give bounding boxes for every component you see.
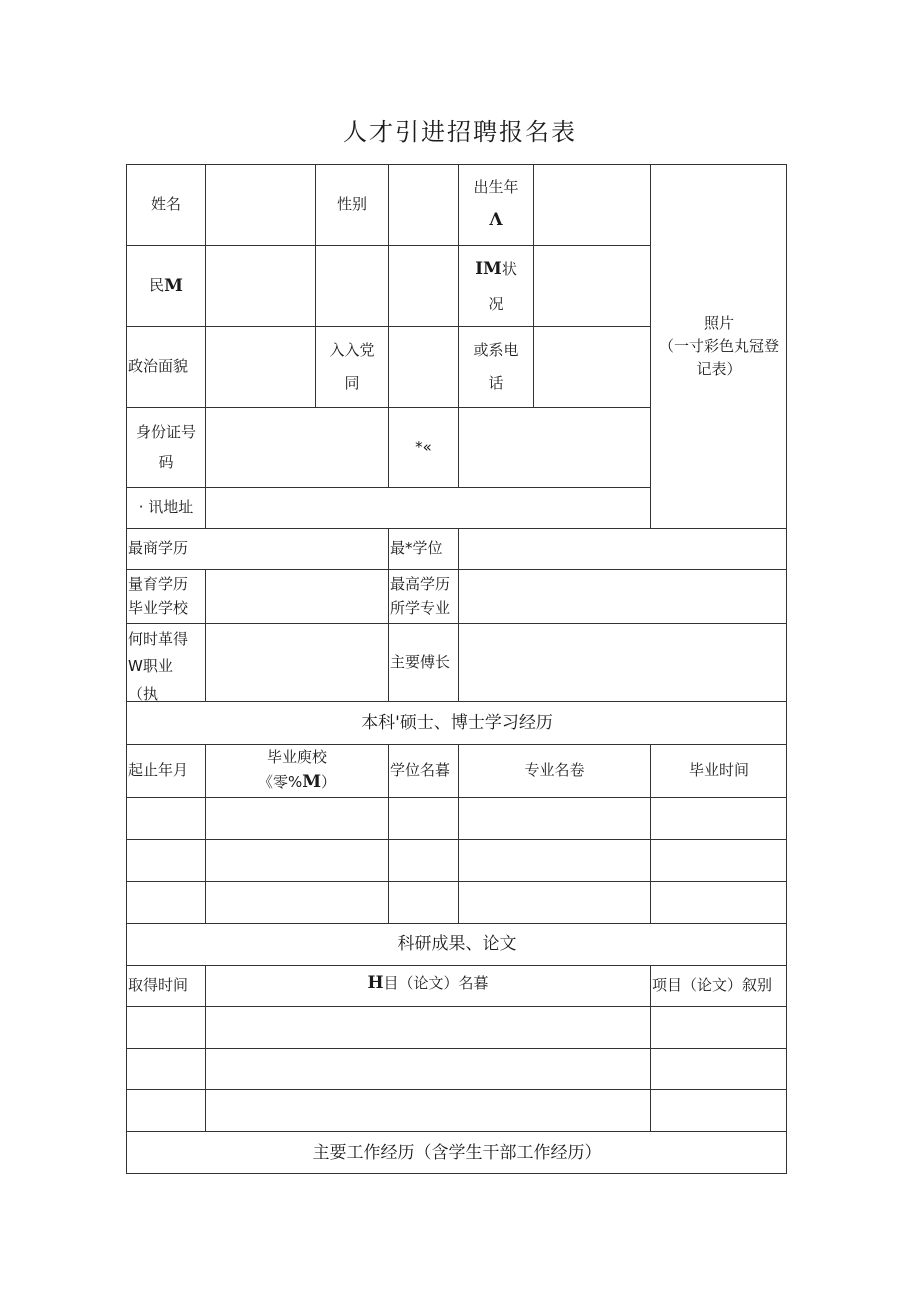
label-mark: *« bbox=[388, 407, 458, 487]
study-row-2-degree[interactable] bbox=[388, 839, 458, 881]
id-field[interactable] bbox=[205, 407, 388, 487]
col-major: 专业名卷 bbox=[458, 744, 650, 797]
study-row-2-period[interactable] bbox=[126, 839, 205, 881]
study-row-2-grad[interactable] bbox=[650, 839, 787, 881]
school-field[interactable] bbox=[205, 569, 388, 623]
study-row-2-school[interactable] bbox=[205, 839, 388, 881]
political-field[interactable] bbox=[205, 326, 315, 407]
certificate-field[interactable] bbox=[205, 623, 388, 701]
study-row-1-degree[interactable] bbox=[388, 797, 458, 839]
research-row-2-name[interactable] bbox=[205, 1048, 650, 1089]
research-row-3-name[interactable] bbox=[205, 1089, 650, 1131]
research-row-3-level[interactable] bbox=[650, 1089, 787, 1131]
research-row-1-name[interactable] bbox=[205, 1006, 650, 1048]
mark-field[interactable] bbox=[458, 407, 650, 487]
col-period: 起止年月 bbox=[126, 744, 205, 797]
study-row-3-grad[interactable] bbox=[650, 881, 787, 923]
specialty-field[interactable] bbox=[458, 623, 787, 701]
col-degree: 学位名暮 bbox=[388, 744, 458, 797]
label-certificate: 何时革得 W职业 （执 bbox=[126, 623, 205, 701]
cell-blank-2b[interactable] bbox=[388, 245, 458, 326]
label-ethnic: 民 M bbox=[126, 245, 205, 326]
col-time: 取得时间 bbox=[126, 965, 205, 1006]
registration-form bbox=[126, 164, 787, 1174]
col-project-name: H目（论文）名暮 bbox=[205, 965, 650, 1006]
study-row-1-school[interactable] bbox=[205, 797, 388, 839]
form-title: 人才引进招聘报名表 bbox=[343, 118, 577, 146]
label-address: · 讯地址 bbox=[126, 487, 205, 528]
research-row-3-time[interactable] bbox=[126, 1089, 205, 1131]
research-row-1-level[interactable] bbox=[650, 1006, 787, 1048]
label-party: 入入党 同 bbox=[315, 326, 388, 407]
gender-field[interactable] bbox=[388, 164, 458, 245]
section-study-history: 本科'硕士、博士学习经历 bbox=[126, 701, 787, 744]
birth-field[interactable] bbox=[533, 164, 650, 245]
research-row-2-time[interactable] bbox=[126, 1048, 205, 1089]
section-work-history: 主要工作经历（含学生干部工作经历） bbox=[126, 1131, 787, 1174]
study-row-3-period[interactable] bbox=[126, 881, 205, 923]
label-id: 身份证号 码 bbox=[126, 407, 205, 487]
party-field[interactable] bbox=[388, 326, 458, 407]
label-name: 姓名 bbox=[126, 164, 205, 245]
study-row-1-grad[interactable] bbox=[650, 797, 787, 839]
section-research: 科研成果、论文 bbox=[126, 923, 787, 965]
label-gender: 性别 bbox=[315, 164, 388, 245]
study-row-1-major[interactable] bbox=[458, 797, 650, 839]
phone-field[interactable] bbox=[533, 326, 650, 407]
photo-box[interactable]: 照片 （一寸彩色丸冠登 记表） bbox=[650, 164, 787, 528]
study-row-1-period[interactable] bbox=[126, 797, 205, 839]
research-row-1-time[interactable] bbox=[126, 1006, 205, 1048]
study-row-3-degree[interactable] bbox=[388, 881, 458, 923]
research-row-2-level[interactable] bbox=[650, 1048, 787, 1089]
status-field[interactable] bbox=[533, 245, 650, 326]
label-phone: 或系电 话 bbox=[458, 326, 533, 407]
major-field[interactable] bbox=[458, 569, 787, 623]
label-status: IM状 况 bbox=[458, 245, 533, 326]
label-birth: 出生年 Λ bbox=[458, 164, 533, 245]
label-education: 最商学历 bbox=[126, 528, 388, 569]
study-row-3-school[interactable] bbox=[205, 881, 388, 923]
label-specialty: 主要傅长 bbox=[388, 623, 458, 701]
address-field[interactable] bbox=[205, 487, 650, 528]
cell-blank-2a[interactable] bbox=[315, 245, 388, 326]
study-row-3-major[interactable] bbox=[458, 881, 650, 923]
label-degree: 最*学位 bbox=[388, 528, 458, 569]
col-school: 毕业庾校 《零%M） bbox=[205, 744, 388, 797]
degree-field[interactable] bbox=[458, 528, 787, 569]
label-major: 最高学历 所学专业 bbox=[388, 569, 458, 623]
col-project-level: 项目（论文）叙别 bbox=[650, 965, 787, 1006]
study-row-2-major[interactable] bbox=[458, 839, 650, 881]
label-school: 量育学历 毕业学校 bbox=[126, 569, 205, 623]
name-field[interactable] bbox=[205, 164, 315, 245]
ethnic-field[interactable] bbox=[205, 245, 315, 326]
col-grad-time: 毕业时间 bbox=[650, 744, 787, 797]
label-political: 政治面貌 bbox=[126, 326, 205, 407]
